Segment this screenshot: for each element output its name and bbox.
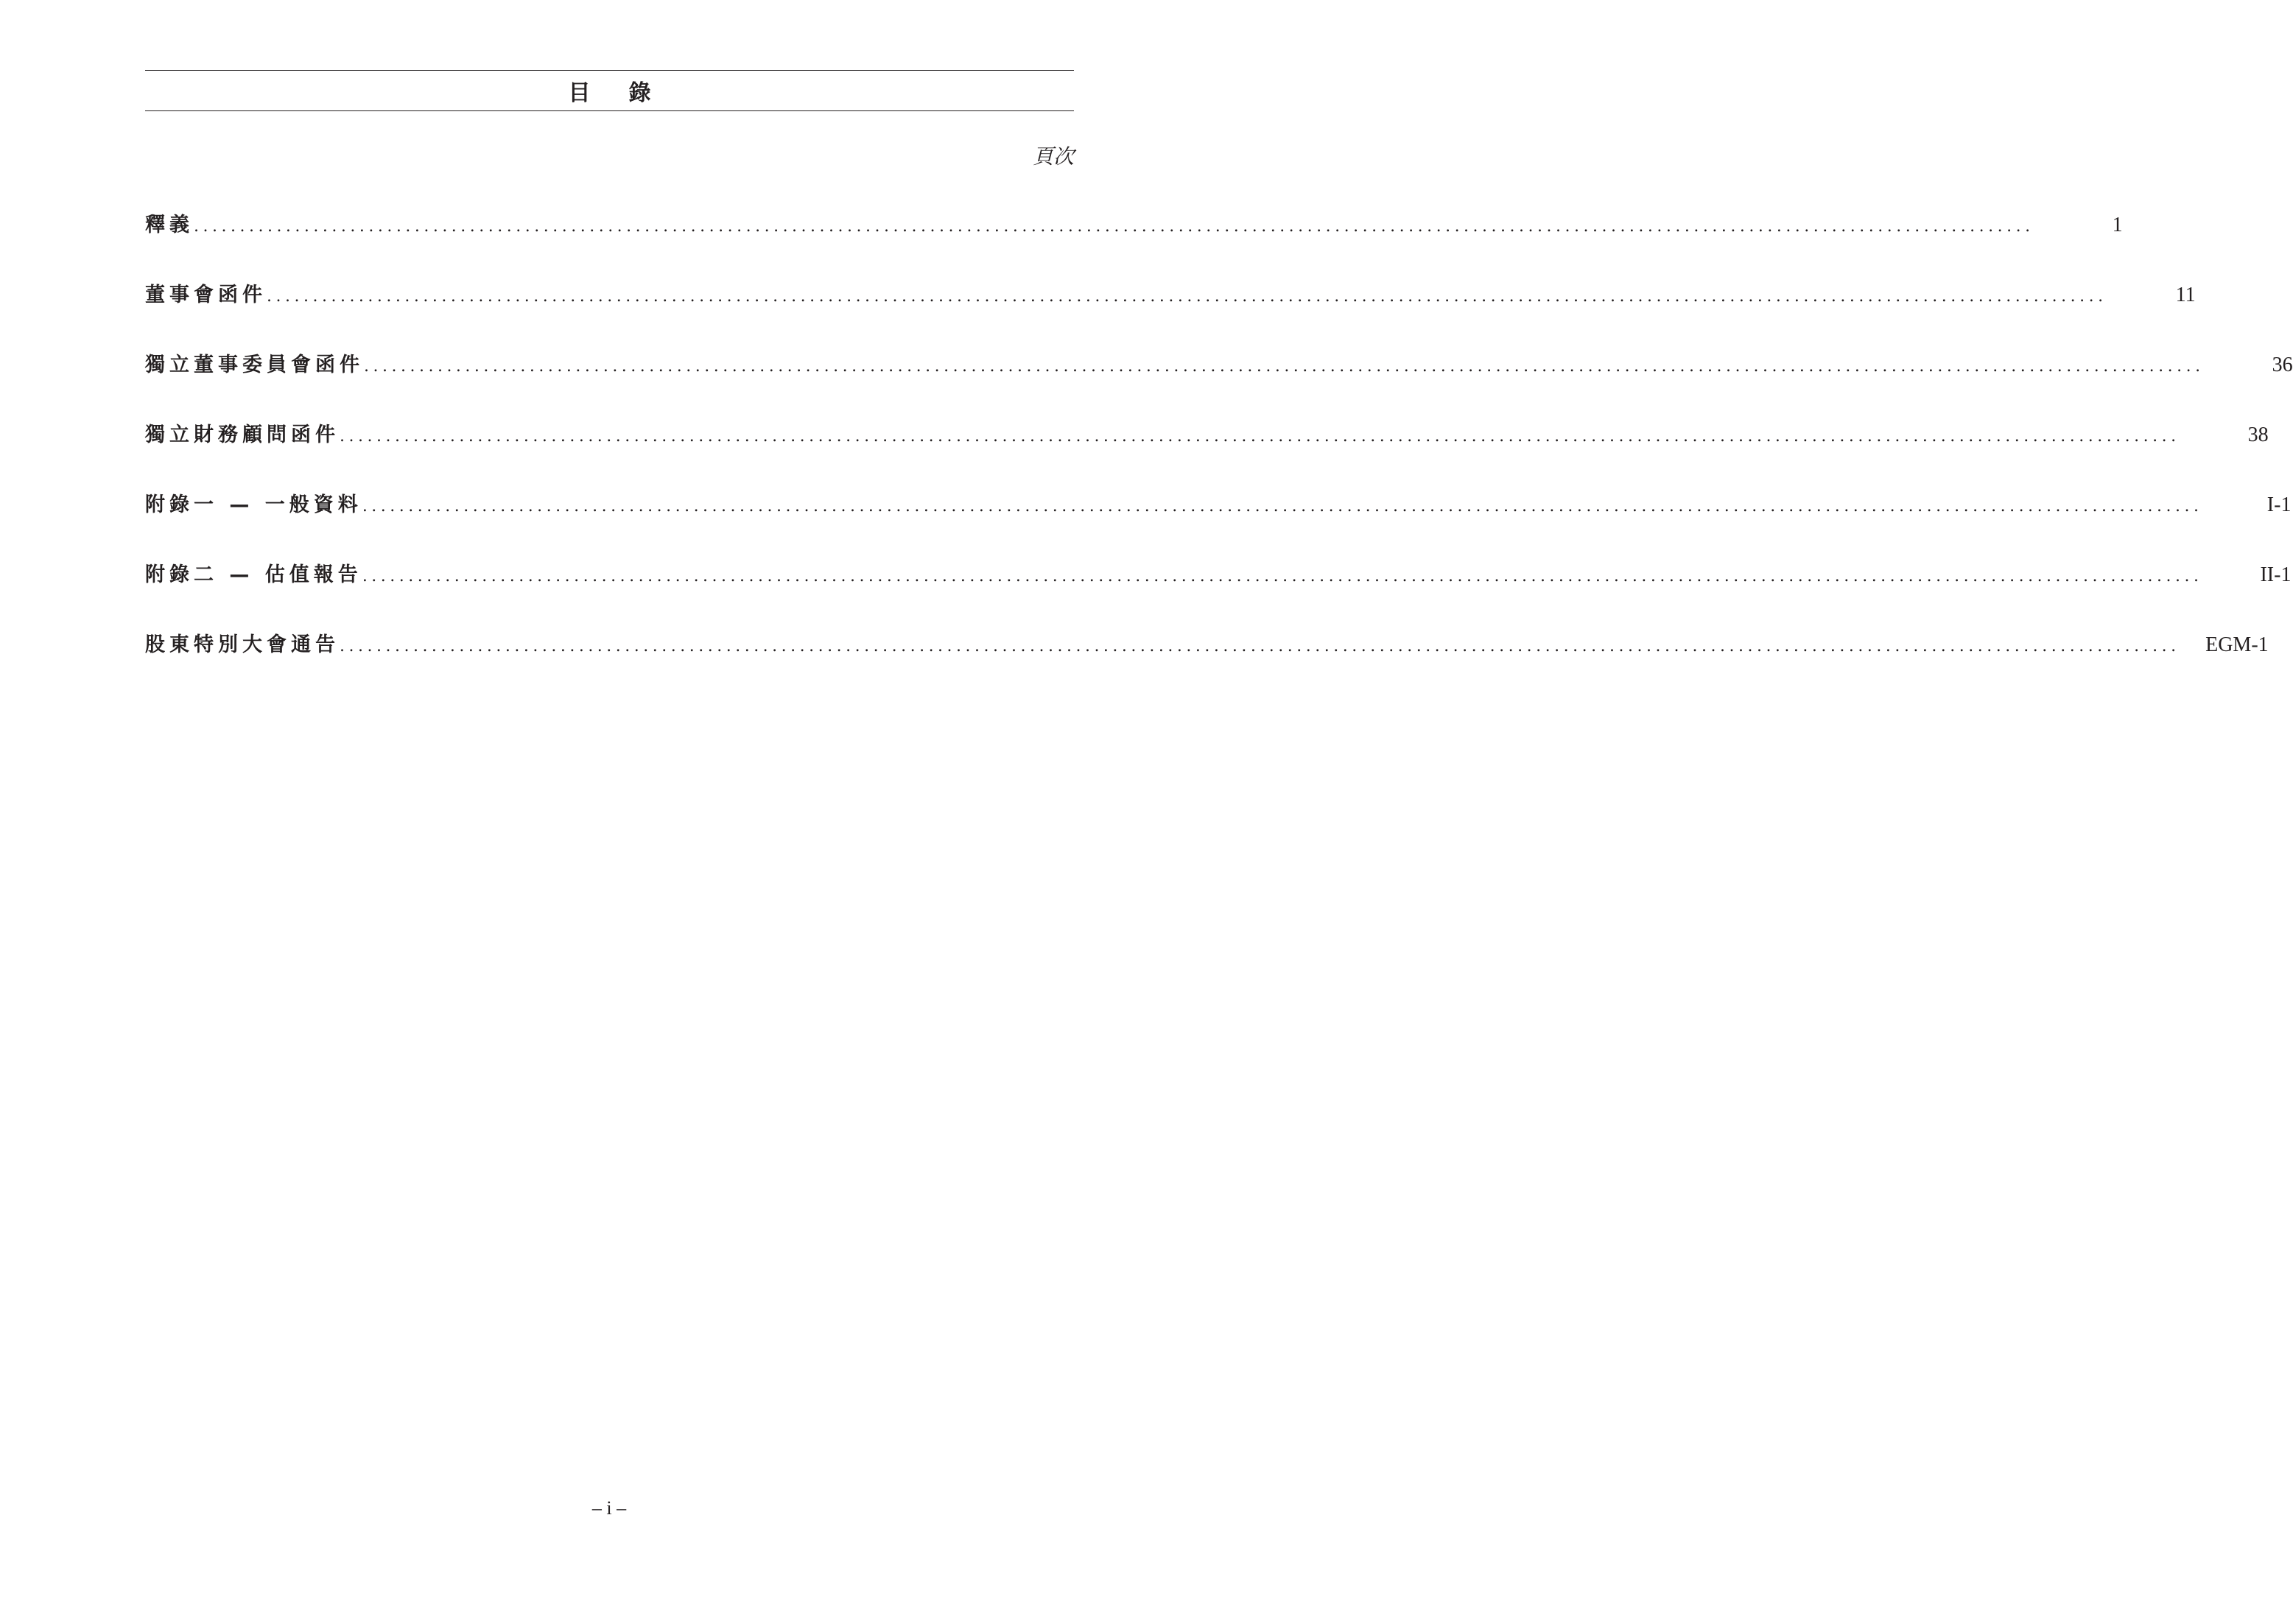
toc-entry-title: 獨立董事委員會函件 xyxy=(145,354,364,376)
document-page xyxy=(145,70,2293,698)
toc-entry-title: 釋義 xyxy=(145,214,194,236)
toc-entry-title: 附錄二 — 估值報告 xyxy=(145,563,362,586)
page-number-footer: – i – xyxy=(591,1497,627,1519)
page-column-label: 頁次 xyxy=(1032,144,1074,169)
title-bar xyxy=(145,70,1074,111)
toc-entry-appendix-one[interactable] xyxy=(145,488,2292,558)
toc-entry-page: EGM-1 xyxy=(2205,633,2269,656)
dot-leader: ........................................................................................................................................................................................................ xyxy=(267,287,2107,306)
toc-entry-page: I-1 xyxy=(2266,493,2292,516)
toc-entry-definitions[interactable] xyxy=(145,208,2123,278)
toc-entry-egm-notice[interactable] xyxy=(145,628,2269,698)
toc-entry-title: 附錄一 — 一般資料 xyxy=(145,493,362,516)
table-of-contents xyxy=(145,208,2293,698)
toc-entry-appendix-two[interactable] xyxy=(145,558,2292,628)
toc-entry-page: 38 xyxy=(2247,423,2269,446)
toc-entry-letter-from-ibc[interactable] xyxy=(145,348,2293,418)
toc-entry-title: 獨立財務顧問函件 xyxy=(145,423,340,446)
dot-leader: ........................................................................................................................................................................................................ xyxy=(340,637,2180,655)
dot-leader: ........................................................................................................................................................................................................ xyxy=(364,357,2205,376)
dot-leader: ........................................................................................................................................................................................................ xyxy=(340,427,2180,446)
toc-entry-title: 股東特別大會通告 xyxy=(145,633,340,656)
toc-entry-letter-from-ifa[interactable] xyxy=(145,418,2269,488)
toc-entry-title: 董事會函件 xyxy=(145,284,267,306)
dot-leader: ........................................................................................................................................................................................................ xyxy=(362,567,2203,586)
dot-leader: ........................................................................................................................................................................................................ xyxy=(362,497,2203,516)
toc-entry-page: II-1 xyxy=(2260,563,2292,586)
toc-entry-page: 11 xyxy=(2175,284,2196,306)
toc-entry-letter-from-board[interactable] xyxy=(145,278,2196,348)
page-title: 目錄 xyxy=(568,80,689,106)
toc-entry-page: 36 xyxy=(2272,354,2293,376)
toc-entry-page: 1 xyxy=(2112,214,2123,236)
dot-leader: ........................................................................................................................................................................................................ xyxy=(194,217,2034,236)
